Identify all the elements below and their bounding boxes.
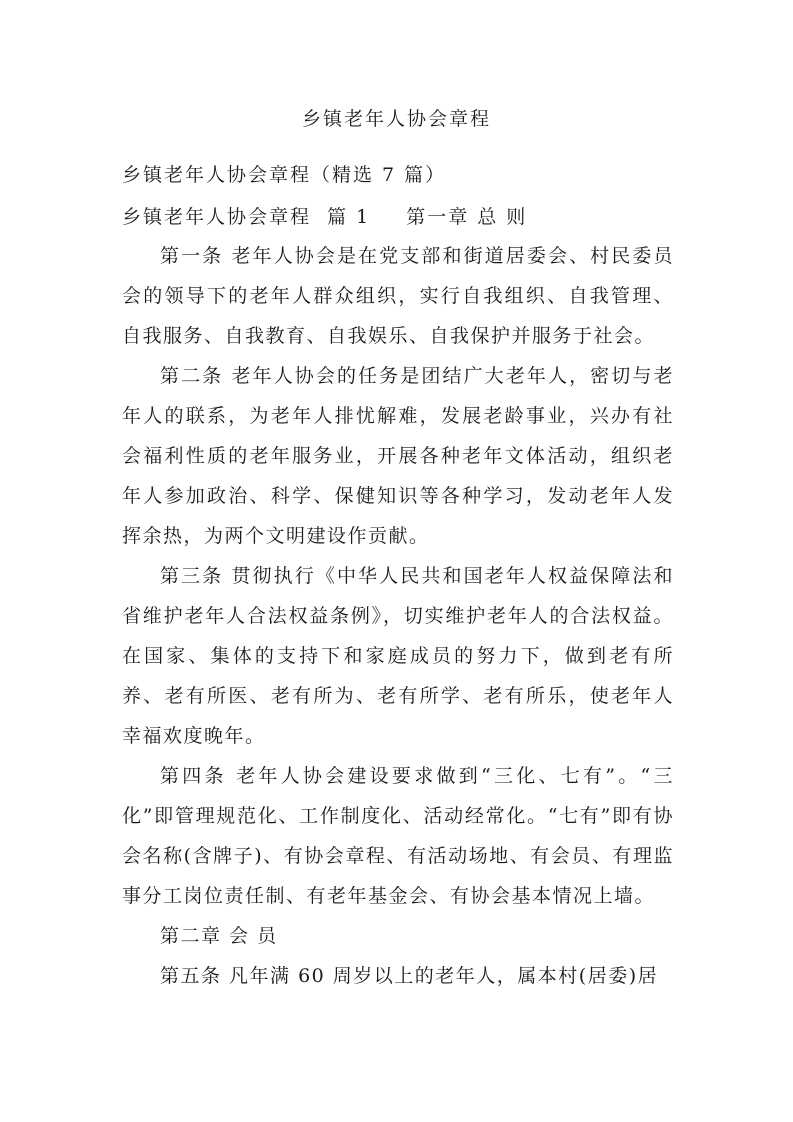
- document-body: [122, 236, 674, 996]
- document-title: 乡镇老年人协会章程: [301, 108, 491, 130]
- paragraph-article-5: 第五条 凡年满 60 周岁以上的老年人，属本村(居委)居: [160, 965, 659, 987]
- paragraph-article-1: 第一条 老年人协会是在党支部和街道居委会、村民委员会的领导下的老年人群众组织，实行自我组织、自我管理、自我服务、自我教育、自我娱乐、自我保护并服务于社会。: [122, 245, 674, 347]
- paragraph-article-2: 第二条 老年人协会的任务是团结广大老年人，密切与老年人的联系，为老年人排忧解难，发展老龄事业，兴办有社会福利性质的老年服务业，开展各种老年文体活动，组织老年人参加政治、科学、保健知识等各种学习，发动老年人发挥余热，为两个文明建设作贡献。: [122, 365, 674, 547]
- section-heading: 乡镇老年人协会章程 篇 1: [122, 206, 371, 228]
- chapter-heading: 第一章 总 则: [406, 206, 528, 228]
- paragraph-article-3: 第三条 贯彻执行《中华人民共和国老年人权益保障法和省维护老年人合法权益条例》，切实维护老年人的合法权益。在国家、集体的支持下和家庭成员的努力下，做到老有所养、老有所医、老有所为、老有所学、老有所乐，使老年人幸福欢度晚年。: [122, 565, 674, 747]
- chapter-2-heading: 第二章 会 员: [160, 925, 278, 947]
- document-subtitle: 乡镇老年人协会章程（精选 7 篇）: [122, 164, 447, 186]
- paragraph-article-4: 第四条 老年人协会建设要求做到“三化、七有”。“三化”即管理规范化、工作制度化、活动经常化。“七有”即有协会名称(含牌子)、有协会章程、有活动场地、有会员、有理监事分工岗位责任制、有老年基金会、有协会基本情况上墙。: [122, 765, 674, 907]
- section-heading-row: [122, 202, 527, 229]
